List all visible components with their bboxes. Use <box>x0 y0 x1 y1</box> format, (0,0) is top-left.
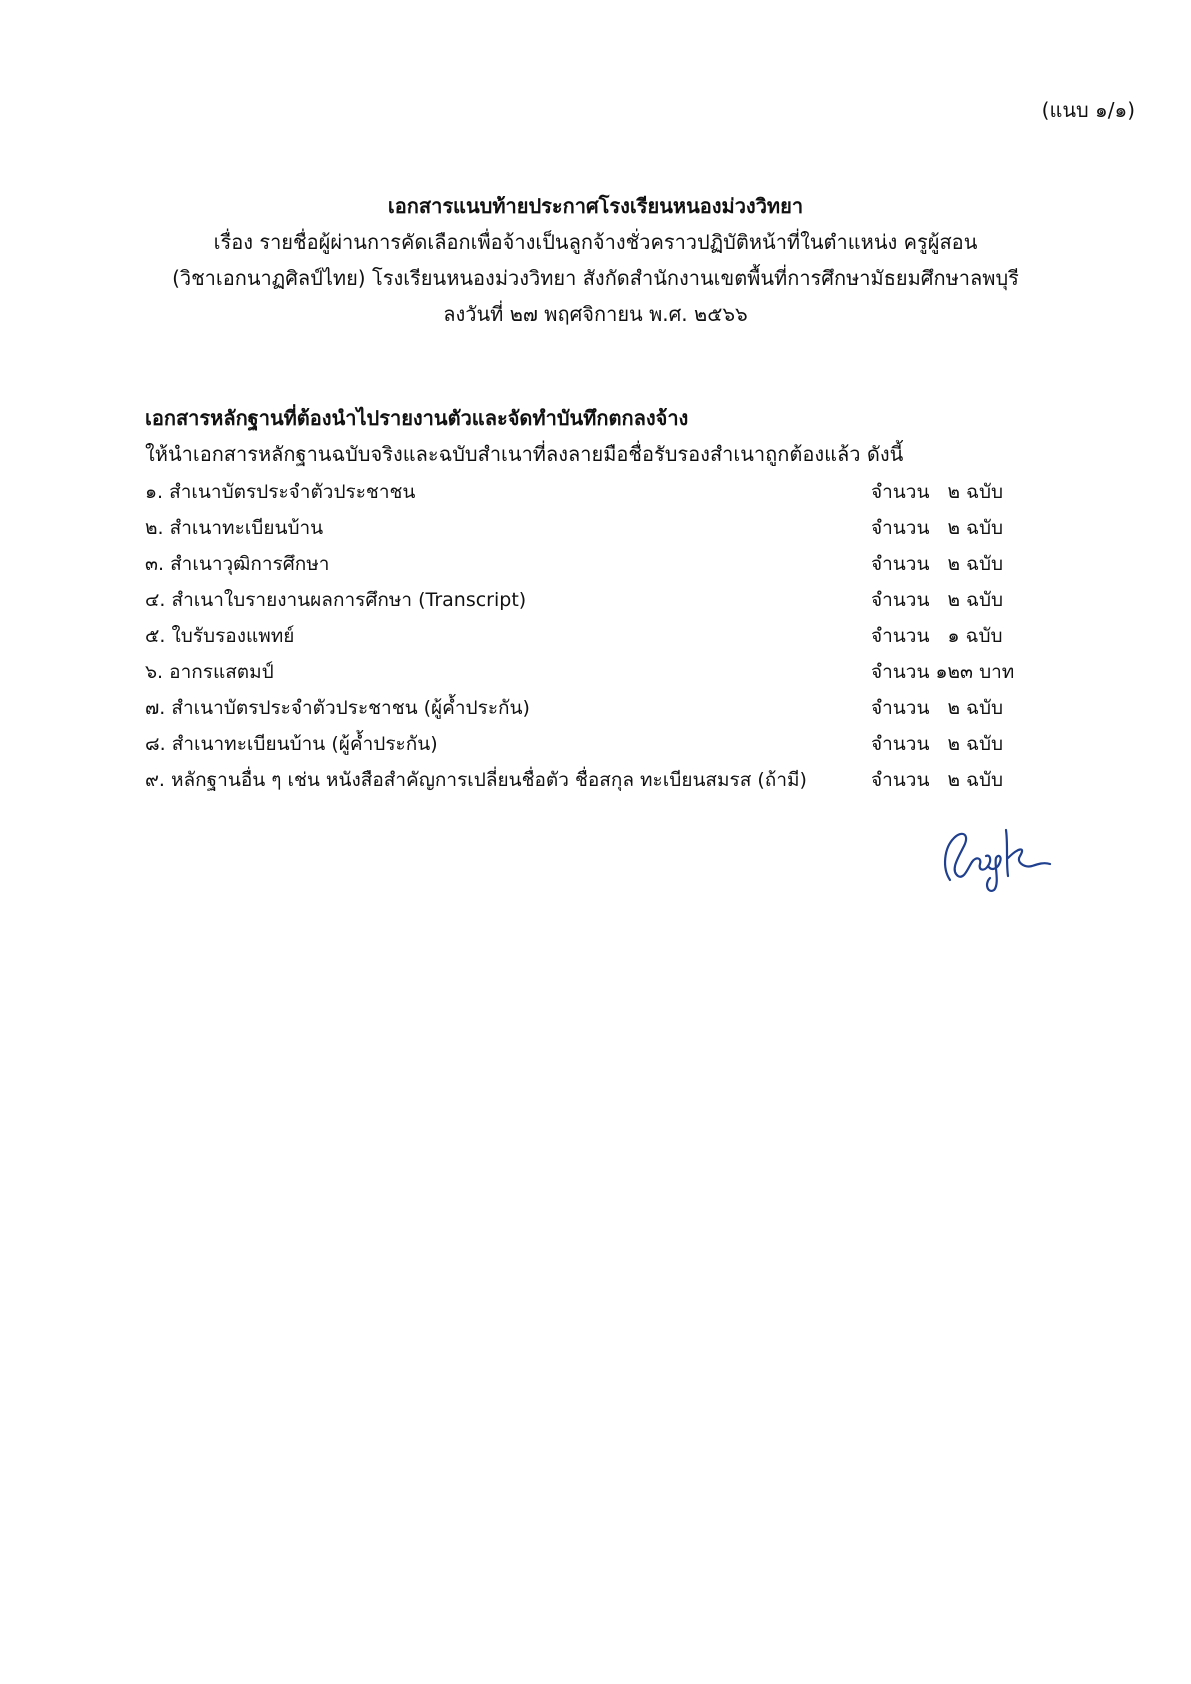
item-number: ๘. <box>145 733 166 755</box>
date-line: ลงวันที่ ๒๗ พฤศจิกายน พ.ศ. ๒๕๖๖ <box>443 302 748 326</box>
quantity-label: จำนวน <box>871 661 930 683</box>
quantity-value: ๒ ฉบับ <box>947 589 1004 611</box>
item-number: ๙. <box>145 769 165 791</box>
document-title: เอกสารแนบท้ายประกาศโรงเรียนหนองม่วงวิทยา <box>387 194 804 218</box>
item-name: สำเนาทะเบียนบ้าน <box>169 517 324 539</box>
quantity-value: ๒ ฉบับ <box>947 697 1004 719</box>
quantity-value: ๒ ฉบับ <box>947 481 1004 503</box>
item-quantity <box>871 546 1003 582</box>
quantity-label: จำนวน <box>871 697 930 719</box>
quantity-label: จำนวน <box>871 481 930 503</box>
list-item <box>145 726 1045 762</box>
item-number: ๓. <box>145 553 165 575</box>
list-item <box>145 474 1045 510</box>
quantity-label: จำนวน <box>871 625 930 647</box>
quantity-label: จำนวน <box>871 589 930 611</box>
item-number: ๒. <box>145 517 164 539</box>
item-quantity <box>871 762 1003 798</box>
item-quantity <box>871 690 1003 726</box>
list-item <box>145 510 1045 546</box>
document-header <box>0 188 1191 332</box>
item-name: สำเนาบัตรประจำตัวประชาชน (ผู้ค้ำประกัน) <box>171 697 530 719</box>
item-name: อากรแสตมป์ <box>169 661 274 683</box>
quantity-value: ๒ ฉบับ <box>947 553 1004 575</box>
subject-line-1: เรื่อง รายชื่อผู้ผ่านการคัดเลือกเพื่อจ้างเป็นลูกจ้างชั่วคราวปฏิบัติหน้าที่ในตำแหน่ง ครูผู้สอน <box>213 230 978 254</box>
list-item <box>145 582 1045 618</box>
item-quantity <box>871 726 1003 762</box>
item-name: สำเนาใบรายงานผลการศึกษา (Transcript) <box>171 589 527 611</box>
item-number: ๖. <box>145 661 164 683</box>
item-name: สำเนาบัตรประจำตัวประชาชน <box>169 481 416 503</box>
item-number: ๑. <box>145 481 164 503</box>
item-name: ใบรับรองแพทย์ <box>171 625 295 647</box>
item-quantity <box>871 582 1003 618</box>
item-quantity <box>871 618 1003 654</box>
quantity-value: ๒ ฉบับ <box>947 769 1004 791</box>
quantity-label: จำนวน <box>871 517 930 539</box>
list-item <box>145 654 1045 690</box>
list-item <box>145 690 1045 726</box>
item-quantity <box>871 654 1014 690</box>
subject-line-2: (วิชาเอกนาฏศิลป์ไทย) โรงเรียนหนองม่วงวิทยา สังกัดสำนักงานเขตพื้นที่การศึกษามัธยมศึกษาลพบุรี <box>172 266 1019 290</box>
quantity-label: จำนวน <box>871 733 930 755</box>
list-item <box>145 618 1045 654</box>
item-number: ๕. <box>145 625 166 647</box>
section-intro: ให้นำเอกสารหลักฐานฉบับจริงและฉบับสำเนาที่ลงลายมือชื่อรับรองสำเนาถูกต้องแล้ว ดังนี้ <box>145 442 904 466</box>
quantity-value: ๒ ฉบับ <box>947 517 1004 539</box>
item-number: ๔. <box>145 589 166 611</box>
item-quantity <box>871 474 1003 510</box>
list-item <box>145 546 1045 582</box>
handwritten-signature <box>928 818 1058 898</box>
quantity-label: จำนวน <box>871 769 930 791</box>
document-list <box>145 474 1045 798</box>
section-title: เอกสารหลักฐานที่ต้องนำไปรายงานตัวและจัดทำบันทึกตกลงจ้าง <box>145 406 689 430</box>
attachment-reference: (แนบ ๑/๑) <box>1041 98 1135 122</box>
item-name: สำเนาทะเบียนบ้าน (ผู้ค้ำประกัน) <box>171 733 438 755</box>
quantity-value: ๑๒๓ บาท <box>935 661 1015 683</box>
quantity-label: จำนวน <box>871 553 930 575</box>
quantity-value: ๑ ฉบับ <box>947 625 1003 647</box>
quantity-value: ๒ ฉบับ <box>947 733 1004 755</box>
required-documents-section <box>145 400 1045 798</box>
item-name: หลักฐานอื่น ๆ เช่น หนังสือสำคัญการเปลี่ยนชื่อตัว ชื่อสกุล ทะเบียนสมรส (ถ้ามี) <box>171 769 807 791</box>
item-quantity <box>871 510 1003 546</box>
list-item <box>145 762 1045 798</box>
item-name: สำเนาวุฒิการศึกษา <box>170 553 330 575</box>
item-number: ๗. <box>145 697 166 719</box>
signature-strokes <box>945 830 1050 891</box>
